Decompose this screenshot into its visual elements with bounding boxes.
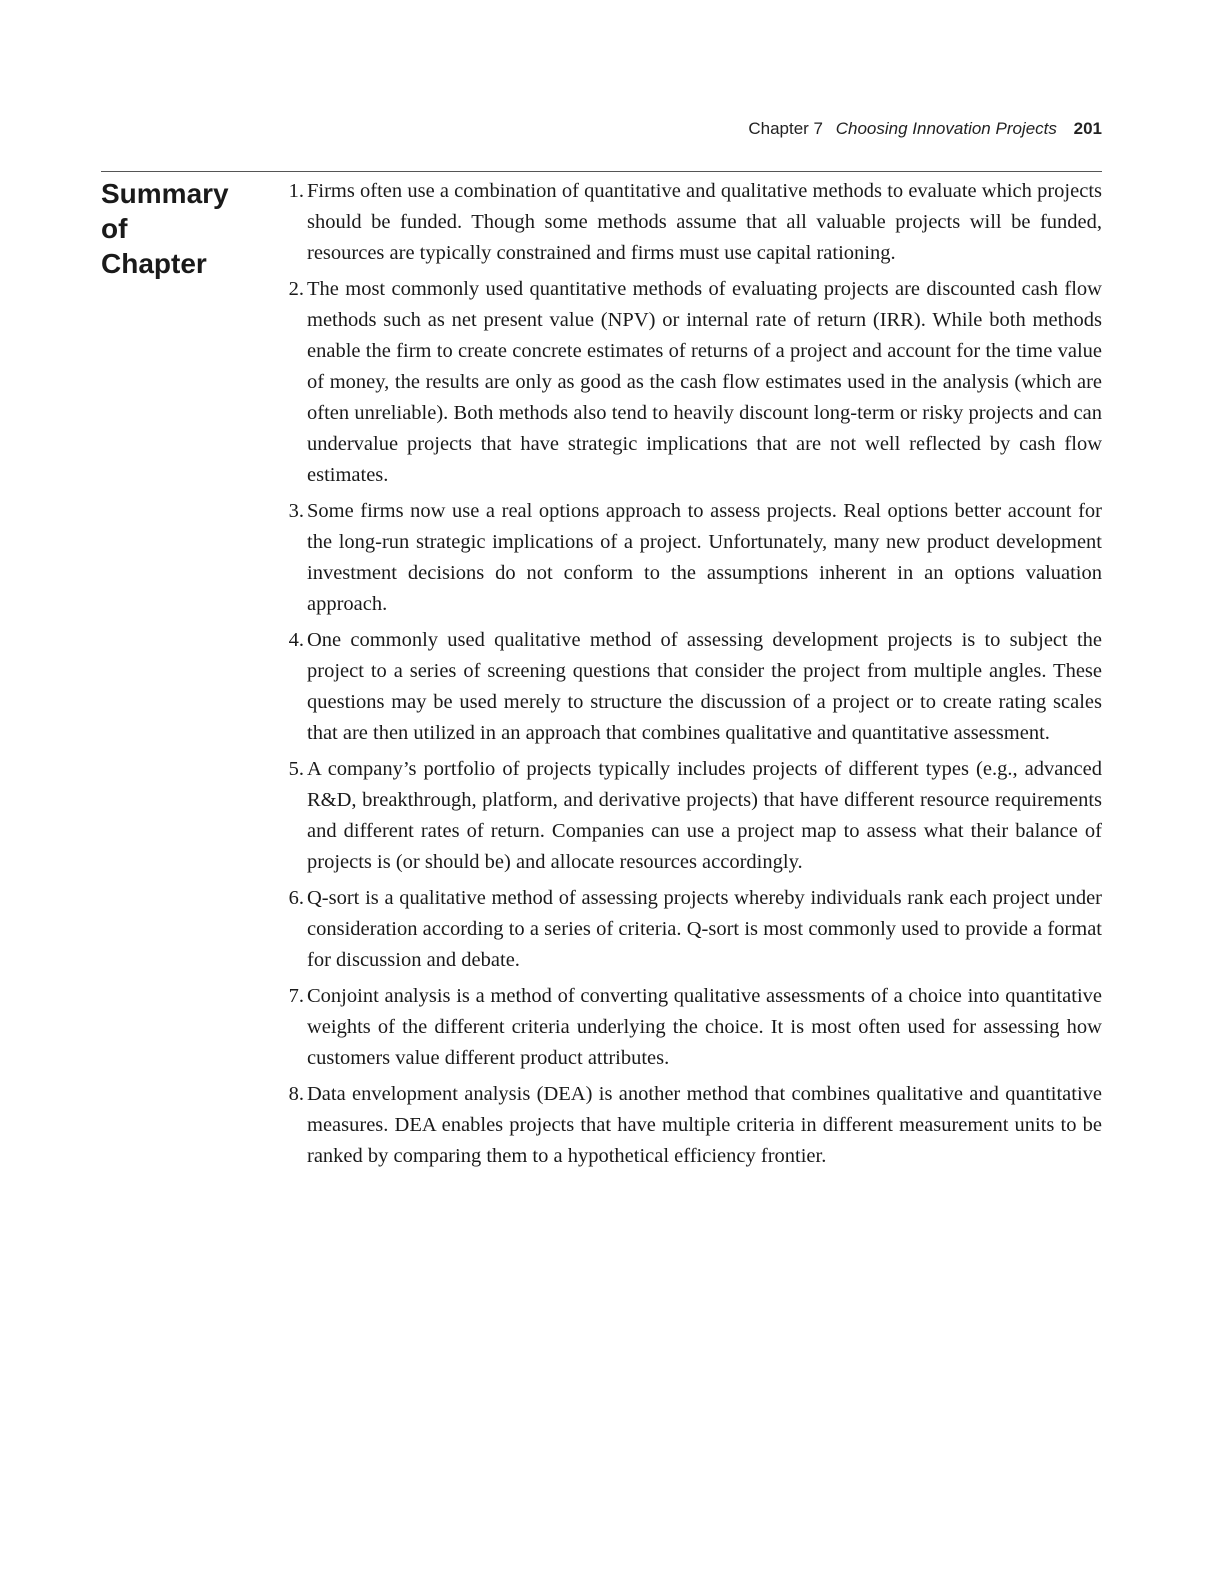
summary-item	[270, 176, 1102, 269]
page-number: 201	[1073, 119, 1102, 138]
running-head	[748, 119, 1102, 139]
item-text: One commonly used qualitative method of assessing development projects is to subject the project to a series of screening questions that consider the project from multiple angles. These questions may be used merely to structure the discussion of a project or to create rating scales that are then utilized in an approach that combines qualitative and quantitative assessment.	[307, 629, 1102, 744]
item-number: 8.	[288, 1083, 304, 1105]
item-number: 3.	[288, 500, 304, 522]
item-number: 6.	[288, 887, 304, 909]
summary-heading-line: Chapter	[101, 248, 207, 279]
item-text: Conjoint analysis is a method of converting qualitative assessments of a choice into quantitative weights of the different criteria underlying the choice. It is most often used for assessing how customers value different product attributes.	[307, 985, 1102, 1069]
item-text: Q-sort is a qualitative method of assessing projects whereby individuals rank each project under consideration according to a series of criteria. Q-sort is most commonly used to provide a format for discussion and debate.	[307, 887, 1102, 971]
item-number: 4.	[288, 629, 304, 651]
chapter-title: Choosing Innovation Projects	[835, 119, 1057, 138]
summary-item	[270, 883, 1102, 976]
item-text: A company’s portfolio of projects typically includes projects of different types (e.g., advanced R&D, breakthrough, platform, and derivative projects) that have different resource requirements and different rates of return. Companies can use a project map to assess what their balance of projects is (or should be) and allocate resources accordingly.	[307, 758, 1102, 873]
summary-item	[270, 981, 1102, 1074]
summary-heading	[101, 176, 261, 281]
summary-item	[270, 754, 1102, 878]
summary-item	[270, 496, 1102, 620]
summary-list	[270, 176, 1102, 1177]
item-number: 5.	[288, 758, 304, 780]
item-number: 1.	[288, 180, 304, 202]
item-text: Some firms now use a real options approach to assess projects. Real options better account for the long-run strategic implications of a project. Unfortunately, many new product development investment decisions do not conform to the assumptions inherent in an options valuation approach.	[307, 500, 1102, 615]
summary-item	[270, 274, 1102, 491]
item-text: Firms often use a combination of quantitative and qualitative methods to evaluate which projects should be funded. Though some methods assume that all valuable projects will be funded, resources are typically constrained and firms must use capital rationing.	[307, 180, 1102, 264]
item-number: 7.	[288, 985, 304, 1007]
item-text: Data envelopment analysis (DEA) is another method that combines qualitative and quantitative measures. DEA enables projects that have multiple criteria in different measurement units to be ranked by comparing them to a hypothetical efficiency frontier.	[307, 1083, 1102, 1167]
header-rule	[101, 171, 1102, 172]
item-text: The most commonly used quantitative methods of evaluating projects are discounted cash flow methods such as net present value (NPV) or internal rate of return (IRR). While both methods enable the firm to create concrete estimates of returns of a project and account for the time value of money, the results are only as good as the cash flow estimates used in the analysis (which are often unreliable). Both methods also tend to heavily discount long-term or risky projects and can undervalue projects that have strategic implications that are not well reflected by cash flow estimates.	[307, 278, 1102, 486]
summary-item	[270, 625, 1102, 749]
chapter-label: Chapter 7	[748, 119, 824, 138]
summary-heading-line: of	[101, 213, 128, 244]
summary-item	[270, 1079, 1102, 1172]
summary-heading-line: Summary	[101, 178, 229, 209]
item-number: 2.	[288, 278, 304, 300]
